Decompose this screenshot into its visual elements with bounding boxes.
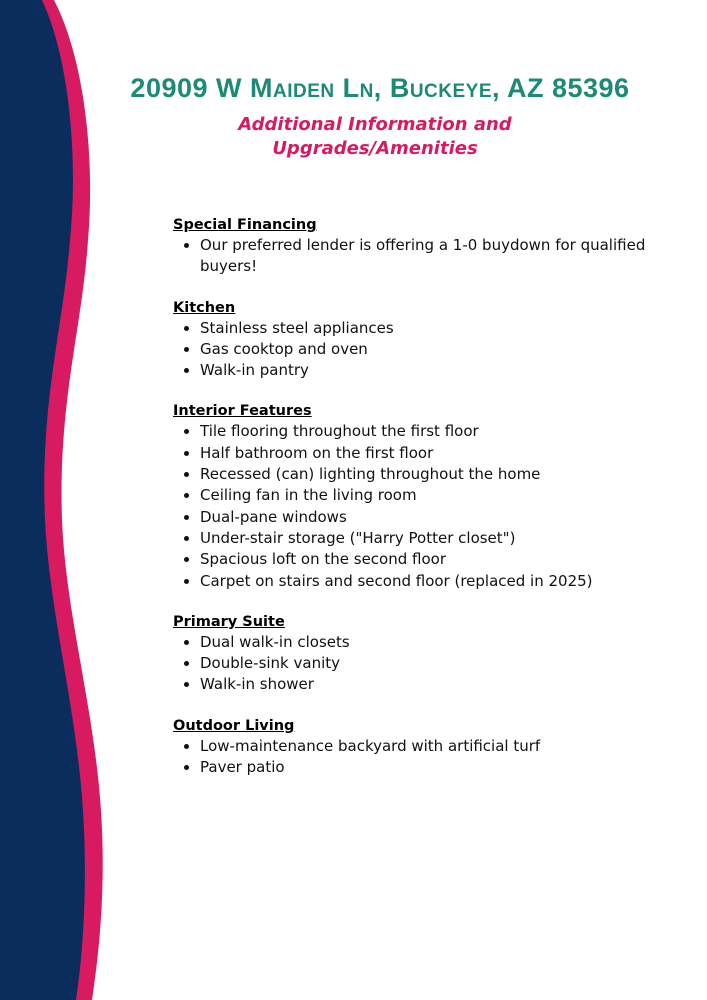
list-item: • Walk-in pantry [200,360,673,381]
section-outdoor-living [173,716,673,779]
list-item: • Under-stair storage ("Harry Potter closet") [200,528,673,549]
list-item: • Gas cooktop and oven [200,339,673,360]
property-address-title: 20909 W Maiden Ln, Buckeye, AZ 85396 [130,73,630,103]
navy-wave-band [0,0,85,1000]
section-primary-suite [173,612,673,696]
list-item: • Ceiling fan in the living room [200,485,673,506]
list-item: • Carpet on stairs and second floor (replaced in 2025) [200,571,673,592]
list-item: • Spacious loft on the second floor [200,549,673,570]
section-interior-features [173,401,673,591]
page-subtitle: Additional Information and Upgrades/Amenities [238,114,512,159]
list-item: • Low-maintenance backyard with artificial turf [200,736,673,757]
bullet-list [173,318,673,382]
section-heading: Primary Suite [173,613,285,630]
list-item: • Our preferred lender is offering a 1-0 buydown for qualified buyers! [200,235,673,278]
section-heading: Outdoor Living [173,717,295,734]
section-special-financing [173,215,673,278]
section-heading: Interior Features [173,403,312,420]
list-item: • Paver patio [200,757,673,778]
bullet-list [173,632,673,696]
list-item: • Dual walk-in closets [200,632,673,653]
list-item: • Half bathroom on the first floor [200,443,673,464]
bullet-list [173,736,673,779]
list-item: • Walk-in shower [200,674,673,695]
list-item: • Recessed (can) lighting throughout the home [200,464,673,485]
list-item: • Double-sink vanity [200,653,673,674]
list-item: • Tile flooring throughout the first floor [200,421,673,442]
section-heading: Kitchen [173,299,236,316]
amenities-list [173,215,673,798]
section-kitchen [173,298,673,382]
bullet-list [173,421,673,591]
bullet-list [173,235,673,278]
list-item: • Stainless steel appliances [200,318,673,339]
list-item: • Dual-pane windows [200,507,673,528]
section-heading: Special Financing [173,217,317,233]
